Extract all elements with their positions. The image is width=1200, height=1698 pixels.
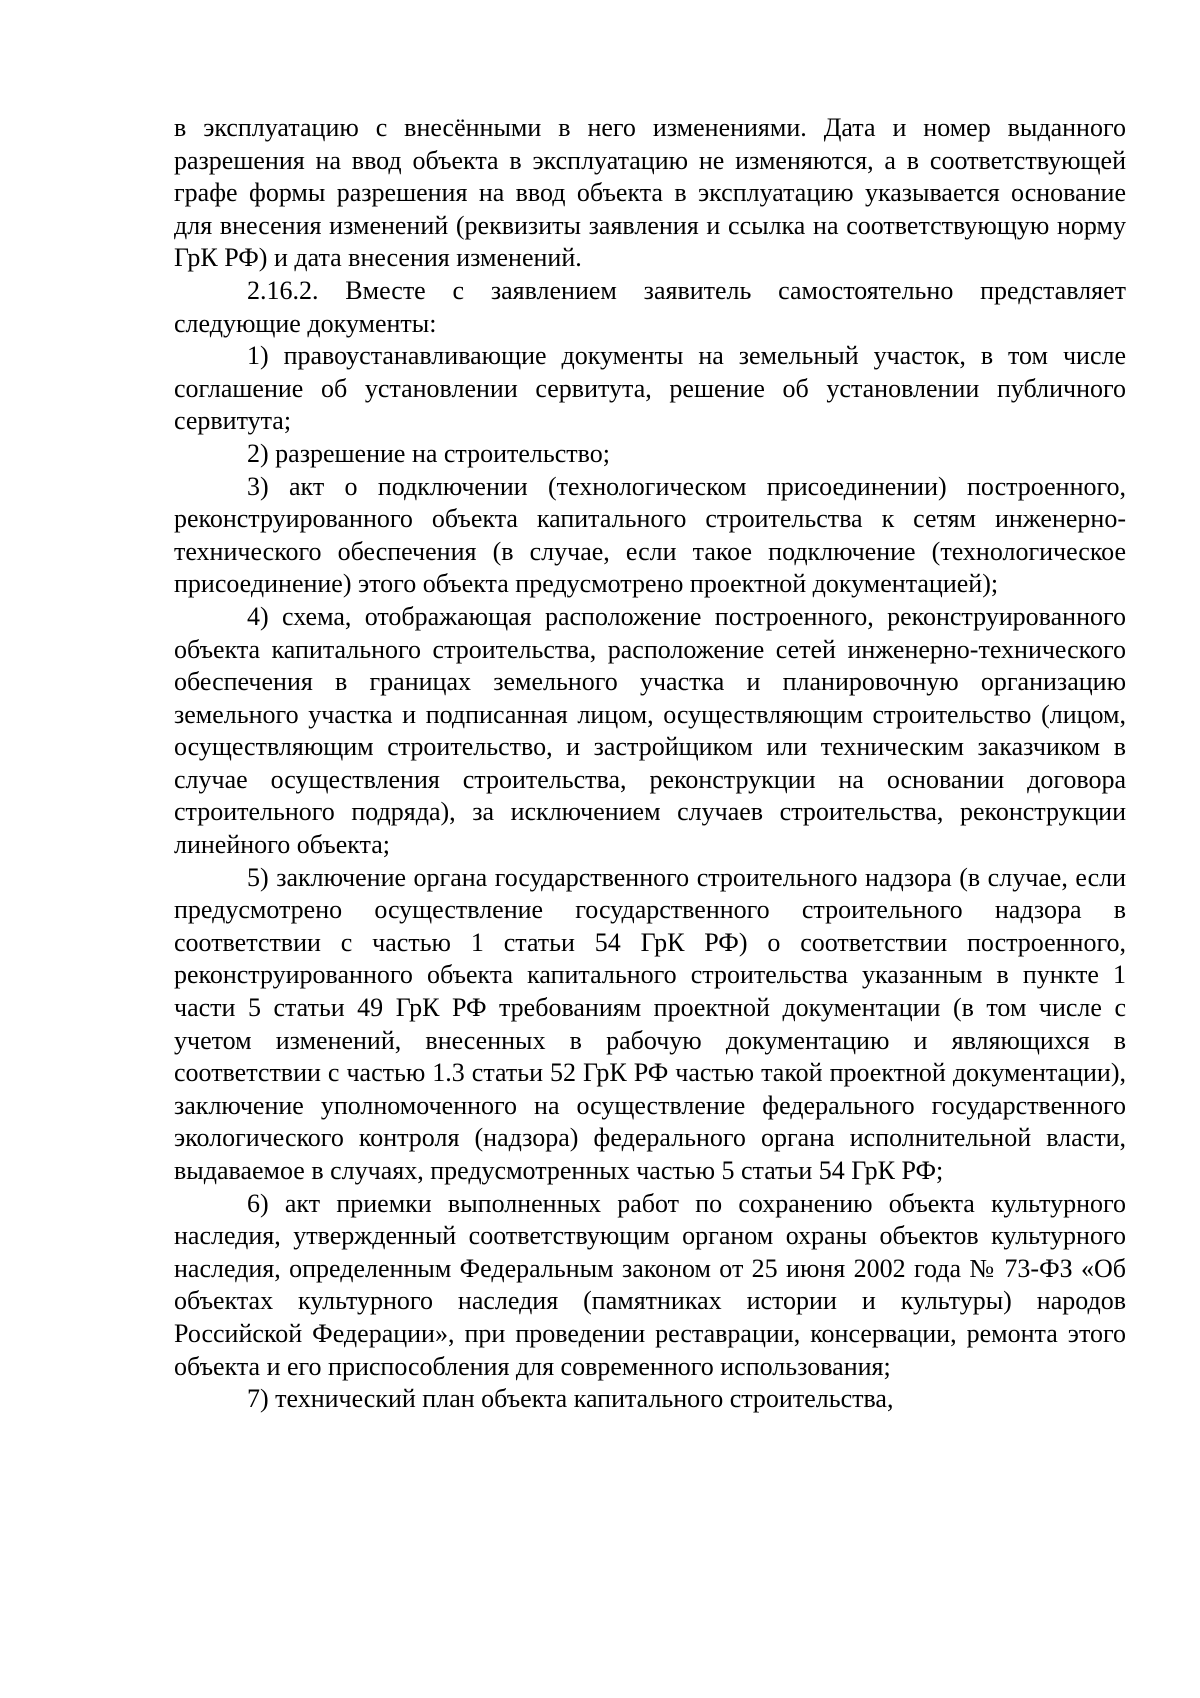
document-page (174, 112, 1126, 1416)
list-item-7: 7) технический план объекта капитального строительства, (247, 1384, 894, 1414)
paragraph-clause-2-16-2: 2.16.2. Вместе с заявлением заявитель самостоятельно представляет следующие документы: (174, 275, 1126, 338)
paragraph-continuation: в эксплуатацию с внесёнными в него изменениями. Дата и номер выданного разрешения на ввод объекта в эксплуатацию не изменяются, а в соответствующей графе формы разрешения на ввод объекта в эксплуатацию указывается основание для внесения изменений (реквизиты заявления и ссылка на соответствующую норму ГрК РФ) и дата внесения изменений. (174, 113, 1126, 273)
list-item-3: 3) акт о подключении (технологическом присоединении) построенного, реконструированного объекта капитального строительства к сетям инженерно-технического обеспечения (в случае, если такое подключение (технологическое присоединение) этого объекта предусмотрено проектной документацией); (174, 471, 1126, 599)
list-item-2: 2) разрешение на строительство; (247, 438, 610, 468)
list-item-4: 4) схема, отображающая расположение построенного, реконструированного объекта капитального строительства, расположение сетей инженерно-технического обеспечения в границах земельного участка и планировочную организацию земельного участка и подписанная лицом, осуществляющим строительство (лицом, осуществляющим строительство, и застройщиком или техническим заказчиком в случае осуществления строительства, реконструкции на основании договора строительного подряда), за исключением случаев строительства, реконструкции линейного объекта; (174, 601, 1126, 860)
list-item-1: 1) правоустанавливающие документы на земельный участок, в том числе соглашение об установлении сервитута, решение об установлении публичного сервитута; (174, 341, 1126, 436)
list-item-5: 5) заключение органа государственного строительного надзора (в случае, если предусмотрено осуществление государственного строительного надзора в соответствии с частью 1 статьи 54 ГрК РФ) о соответствии построенного, реконструированного объекта капитального строительства указанным в пункте 1 части 5 статьи 49 ГрК РФ требованиям проектной документации (в том числе с учетом изменений, внесенных в рабочую документацию и являющихся в соответствии с частью 1.3 статьи 52 ГрК РФ частью такой проектной документации), заключение уполномоченного на осуществление федерального государственного экологического контроля (надзора) федерального органа исполнительной власти, выдаваемое в случаях, предусмотренных частью 5 статьи 54 ГрК РФ; (174, 862, 1126, 1185)
list-item-6: 6) акт приемки выполненных работ по сохранению объекта культурного наследия, утвержденный соответствующим органом охраны объектов культурного наследия, определенным Федеральным законом от 25 июня 2002 года № 73-ФЗ «Об объектах культурного наследия (памятниках истории и культуры) народов Российской Федерации», при проведении реставрации, консервации, ремонта этого объекта и его приспособления для современного использования; (174, 1188, 1126, 1381)
